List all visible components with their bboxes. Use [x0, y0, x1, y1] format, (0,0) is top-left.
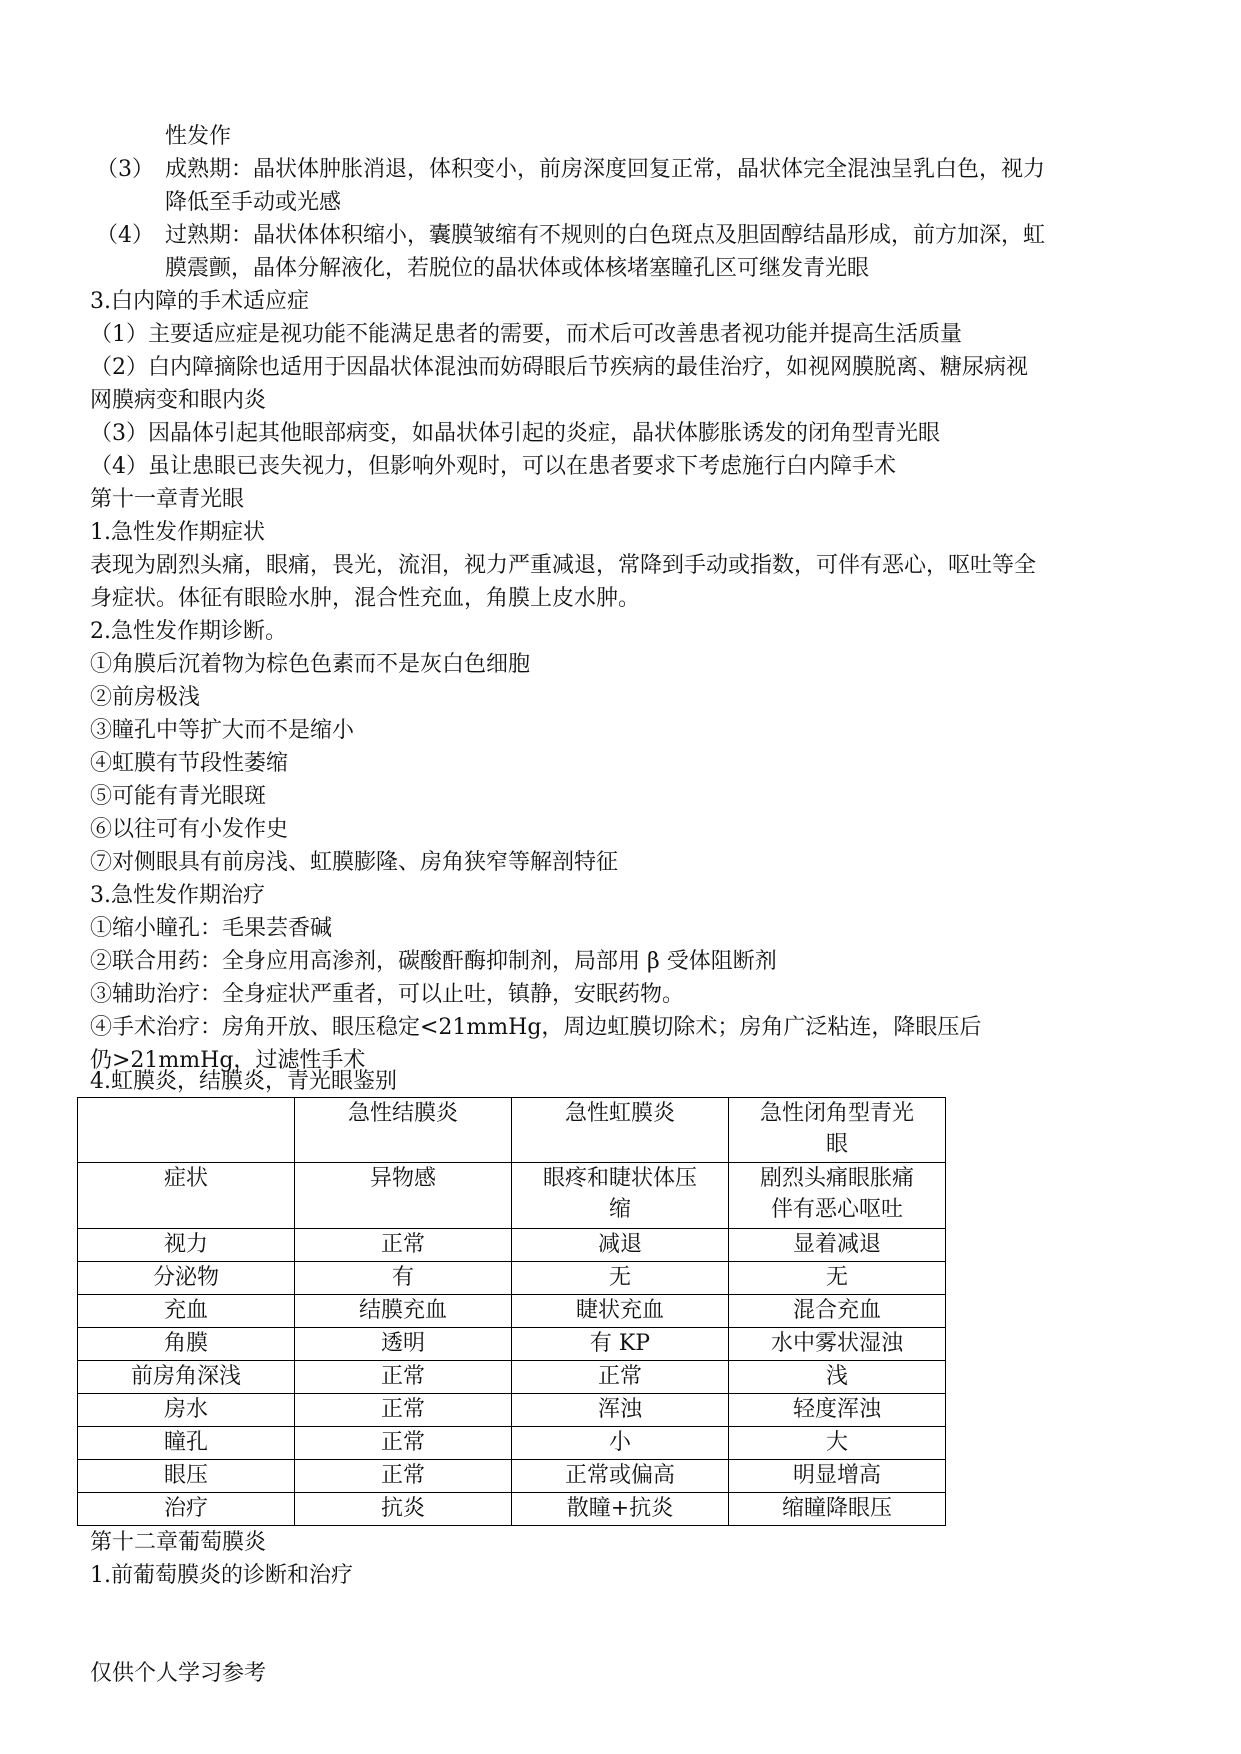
row-label: 充血 — [78, 1295, 295, 1328]
cell-line: 眼疼和睫状体压 — [542, 1166, 697, 1191]
table-row — [78, 1460, 946, 1493]
treatment-item: ②联合用药：全身应用高渗剂，碳酸酐酶抑制剂，局部用 β 受体阻断剂 — [90, 949, 777, 974]
table-cell: 正常 — [295, 1427, 512, 1460]
indication-item: （2）白内障摘除也适用于因晶状体混浊而妨碍眼后节疾病的最佳治疗，如视网膜脱离、糖尿病视 — [90, 355, 1029, 380]
indication-item: （3）因晶体引起其他眼部病变，如晶状体引起的炎症，晶状体膨胀诱发的闭角型青光眼 — [90, 421, 940, 446]
diagnosis-item: ①角膜后沉着物为棕色色素而不是灰白色细胞 — [90, 652, 531, 677]
cell-line: 伴有恶心呕吐 — [770, 1197, 903, 1222]
treatment-item: ①缩小瞳孔：毛果芸香碱 — [90, 916, 333, 941]
table-cell: 大 — [729, 1427, 946, 1460]
table-cell: 透明 — [295, 1328, 512, 1361]
chapter-title: 第十一章青光眼 — [90, 487, 245, 512]
treatment-item: ③辅助治疗：全身症状严重者，可以止吐，镇静，安眠药物。 — [90, 982, 685, 1007]
paragraph-line: 身症状。体征有眼睑水肿，混合性充血，角膜上皮水肿。 — [90, 586, 641, 611]
header-cell — [729, 1098, 946, 1163]
cell-line: 缩 — [608, 1197, 631, 1222]
stage-line: 降低至手动或光感 — [165, 190, 342, 215]
stage-line: 膜震颤，晶体分解液化，若脱位的晶状体或体核堵塞瞳孔区可继发青光眼 — [165, 256, 870, 281]
section-heading: 1.急性发作期症状 — [90, 520, 265, 545]
header-cell-line: 急性闭角型青光 — [759, 1101, 914, 1126]
header-cell — [78, 1098, 295, 1163]
table-cell: 混合充血 — [729, 1295, 946, 1328]
table-row — [78, 1163, 946, 1229]
section-heading: 2.急性发作期诊断。 — [90, 619, 287, 644]
table-cell: 散瞳+抗炎 — [512, 1493, 729, 1526]
row-label: 治疗 — [78, 1493, 295, 1526]
table-cell — [512, 1163, 729, 1229]
diagnosis-item: ④虹膜有节段性萎缩 — [90, 751, 289, 776]
table-cell: 浅 — [729, 1361, 946, 1394]
table-row — [78, 1493, 946, 1526]
table-heading: 4.虹膜炎，结膜炎，青光眼鉴别 — [90, 1069, 397, 1094]
table-cell: 减退 — [512, 1229, 729, 1262]
row-label: 症状 — [78, 1163, 295, 1229]
table-cell: 有 KP — [512, 1328, 729, 1361]
table-cell: 正常 — [512, 1361, 729, 1394]
indication-item: （4）虽让患眼已丧失视力，但影响外观时，可以在患者要求下考虑施行白内障手术 — [90, 454, 896, 479]
diagnosis-item: ⑤可能有青光眼斑 — [90, 784, 267, 809]
header-cell: 急性虹膜炎 — [512, 1098, 729, 1163]
stage-line: 成熟期：晶状体肿胀消退，体积变小，前房深度回复正常，晶状体完全混浊呈乳白色，视力 — [165, 157, 1046, 182]
cell-line: 剧烈头痛眼胀痛 — [759, 1166, 914, 1191]
diagnosis-item: ⑥以往可有小发作史 — [90, 817, 289, 842]
section-heading: 3.急性发作期治疗 — [90, 883, 265, 908]
continuation-line: 性发作 — [165, 124, 232, 149]
table-cell: 浑浊 — [512, 1394, 729, 1427]
table-cell: 正常 — [295, 1394, 512, 1427]
indication-item: （1）主要适应症是视功能不能满足患者的需要，而术后可改善患者视功能并提高生活质量 — [90, 322, 963, 347]
table-cell: 显着减退 — [729, 1229, 946, 1262]
row-label: 分泌物 — [78, 1262, 295, 1295]
paragraph-line: 表现为剧烈头痛，眼痛，畏光，流泪，视力严重减退，常降到手动或指数，可伴有恶心，呕吐等全 — [90, 553, 1037, 578]
table-row — [78, 1427, 946, 1460]
table-cell: 抗炎 — [295, 1493, 512, 1526]
row-label: 房水 — [78, 1394, 295, 1427]
table-cell: 正常或偏高 — [512, 1460, 729, 1493]
diagnosis-item: ③瞳孔中等扩大而不是缩小 — [90, 718, 355, 743]
table-row — [78, 1295, 946, 1328]
treatment-item: ④手术治疗：房角开放、眼压稳定<21mmHg，周边虹膜切除术；房角广泛粘连，降眼压后 — [90, 1015, 982, 1040]
chapter-title: 第十二章葡萄膜炎 — [90, 1530, 267, 1555]
table-cell: 小 — [512, 1427, 729, 1460]
table-cell: 水中雾状湿浊 — [729, 1328, 946, 1361]
table-cell: 无 — [512, 1262, 729, 1295]
header-cell: 急性结膜炎 — [295, 1098, 512, 1163]
table-row — [78, 1328, 946, 1361]
row-label: 视力 — [78, 1229, 295, 1262]
header-cell-line: 眼 — [825, 1132, 848, 1157]
treatment-item: 仍>21mmHg，过滤性手术 — [90, 1048, 366, 1073]
row-label: 眼压 — [78, 1460, 295, 1493]
table-header-row — [78, 1098, 946, 1163]
table-cell: 明显增高 — [729, 1460, 946, 1493]
table-cell: 睫状充血 — [512, 1295, 729, 1328]
table-cell: 有 — [295, 1262, 512, 1295]
table-cell — [729, 1163, 946, 1229]
row-label: 角膜 — [78, 1328, 295, 1361]
table-cell: 结膜充血 — [295, 1295, 512, 1328]
table-cell: 异物感 — [295, 1163, 512, 1229]
table-cell: 无 — [729, 1262, 946, 1295]
table-cell: 正常 — [295, 1460, 512, 1493]
row-label: 前房角深浅 — [78, 1361, 295, 1394]
section-heading: 1.前葡萄膜炎的诊断和治疗 — [90, 1563, 353, 1588]
diagnosis-item: ②前房极浅 — [90, 685, 201, 710]
footer-note: 仅供个人学习参考 — [90, 1661, 267, 1686]
table-cell: 正常 — [295, 1229, 512, 1262]
stage-number: （4） — [96, 223, 154, 248]
stage-line: 过熟期：晶状体体积缩小，囊膜皱缩有不规则的白色斑点及胆固醇结晶形成，前方加深，虹 — [165, 223, 1046, 248]
row-label: 瞳孔 — [78, 1427, 295, 1460]
table-row — [78, 1394, 946, 1427]
table-cell: 正常 — [295, 1361, 512, 1394]
comparison-table — [77, 1097, 946, 1526]
table-cell: 缩瞳降眼压 — [729, 1493, 946, 1526]
table-row — [78, 1361, 946, 1394]
indication-item: 网膜病变和眼内炎 — [90, 388, 267, 413]
table-cell: 轻度浑浊 — [729, 1394, 946, 1427]
section-heading: 3.白内障的手术适应症 — [90, 289, 309, 314]
stage-number: （3） — [96, 157, 154, 182]
table-row — [78, 1262, 946, 1295]
diagnosis-item: ⑦对侧眼具有前房浅、虹膜膨隆、房角狭窄等解剖特征 — [90, 850, 619, 875]
table-row — [78, 1229, 946, 1262]
